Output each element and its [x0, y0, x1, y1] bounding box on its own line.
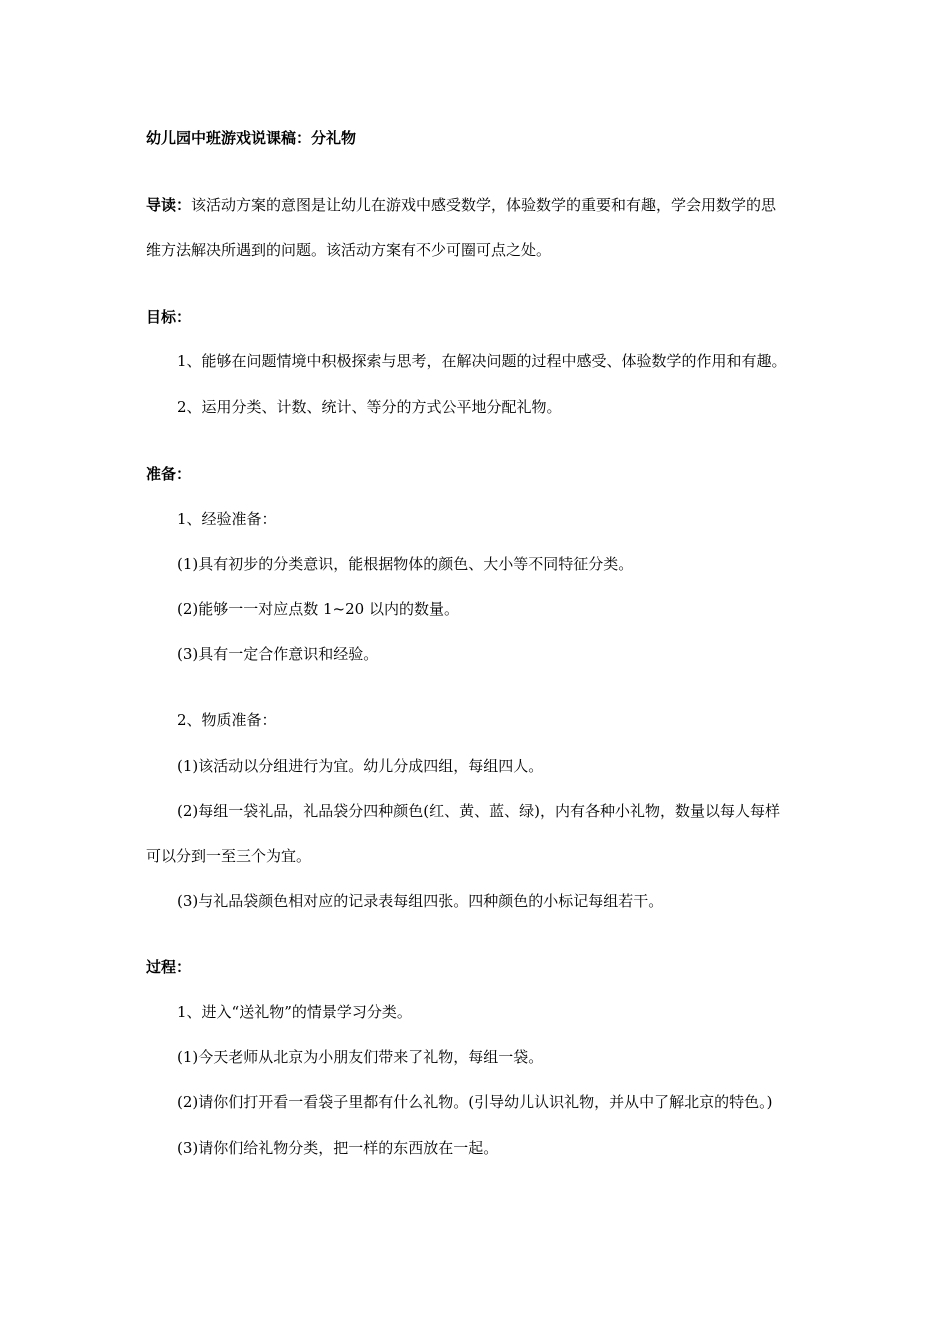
material-item-2-line-1: (2)每组一袋礼品，礼品袋分四种颜色(红、黄、蓝、绿)，内有各种小礼物，数量以每人每样 [177, 802, 780, 820]
material-item-3: (3)与礼品袋颜色相对应的记录表每组四张。四种颜色的小标记每组若干。 [177, 892, 664, 910]
process-step-1-title: 1、进入“送礼物”的情景学习分类。 [177, 1003, 412, 1021]
experience-item-2: (2)能够一一对应点数 1~20 以内的数量。 [177, 600, 459, 618]
process-step-1-item-1: (1)今天老师从北京为小朋友们带来了礼物，每组一袋。 [177, 1048, 544, 1066]
goals-heading: 目标： [146, 308, 192, 326]
intro-paragraph-line-1 [146, 195, 776, 215]
experience-item-3: (3)具有一定合作意识和经验。 [177, 645, 379, 663]
material-item-2-line-2: 可以分到一至三个为宜。 [146, 847, 312, 865]
material-item-1: (1)该活动以分组进行为宜。幼儿分成四组，每组四人。 [177, 757, 544, 775]
intro-paragraph-line-2: 维方法解决所遇到的问题。该活动方案有不少可圈可点之处。 [146, 241, 552, 259]
goal-item-1: 1、能够在问题情境中积极探索与思考，在解决问题的过程中感受、体验数学的作用和有趣。 [177, 352, 787, 370]
process-step-1-item-3: (3)请你们给礼物分类，把一样的东西放在一起。 [177, 1139, 499, 1157]
experience-item-1: (1)具有初步的分类意识，能根据物体的颜色、大小等不同特征分类。 [177, 555, 634, 573]
goal-item-2: 2、运用分类、计数、统计、等分的方式公平地分配礼物。 [177, 398, 562, 416]
intro-text-1: 该活动方案的意图是让幼儿在游戏中感受数学，体验数学的重要和有趣，学会用数学的思 [191, 196, 777, 214]
intro-label: 导读： [146, 196, 192, 214]
process-heading: 过程： [146, 958, 192, 976]
preparation-heading: 准备： [146, 465, 192, 483]
process-step-1-item-2: (2)请你们打开看一看袋子里都有什么礼物。(引导幼儿认识礼物，并从中了解北京的特色。) [177, 1093, 773, 1111]
document-title: 幼儿园中班游戏说课稿：分礼物 [146, 129, 357, 147]
experience-prep-title: 1、经验准备： [177, 510, 277, 528]
material-prep-title: 2、物质准备： [177, 711, 277, 729]
